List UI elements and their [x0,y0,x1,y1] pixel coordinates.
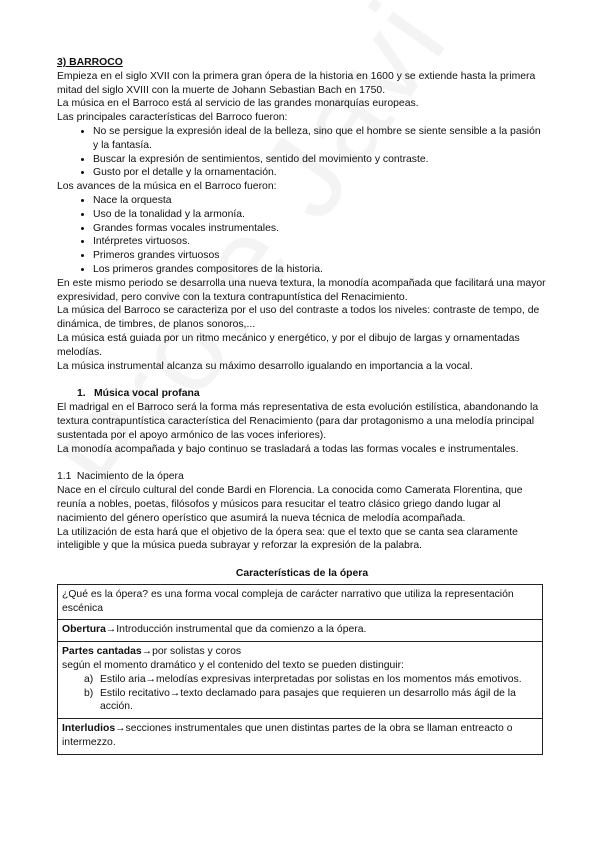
list-item-text: Estilo recitativo→texto declamado para pasajes que requieren un desarrollo más ágil de la acción. [100,687,516,713]
list-item: • Intérpretes virtuosos. [93,235,547,249]
document-page [57,56,547,755]
list-item-text: Estilo aria→melodías expresivas interpretadas por solistas en los momentos más emotivos. [100,673,522,685]
table-row [58,719,543,755]
body-paragraph: En este mismo periodo se desarrolla una nueva textura, la monodía acompañada que facilitará una mayor expresividad, pero convive con la textura contrapuntística del Renacimiento. [57,277,546,303]
section-heading: 3) BARROCO [57,57,123,68]
table-cell [58,642,543,719]
subsection-title [57,470,547,484]
list-item [84,673,538,687]
term-label: Partes cantadas [62,646,142,658]
cell-line: según el momento dramático y el contenido del texto se pueden distinguir: [62,660,404,672]
list-item: • Nace la orquesta [93,194,547,208]
term-definition: →secciones instrumentales que unen distintas partes de la obra se llaman entreacto o intermezzo. [62,723,513,749]
term-definition: →Introducción instrumental que da comienzo a la ópera. [105,624,367,636]
body-paragraph: La música está guiada por un ritmo mecánico y energético, y por el dibujo de largas y ornamentadas melodías. [57,332,520,358]
list-item [84,687,538,715]
section-number: 1. [77,388,86,400]
list-item: • Gusto por el detalle y la ornamentación. [93,166,547,180]
table-cell [58,719,543,755]
section-paragraph: La monodía acompañada y bajo continuo se trasladará a todas las formas vocales e instrumentales. [57,443,519,455]
body-paragraph: La música instrumental alcanza su máximo desarrollo igualando en importancia a la vocal. [57,360,473,372]
subsection-number: 1.1 [57,471,72,483]
section-title-text: Música vocal profana [94,388,200,400]
term-definition: →por solistas y coros [141,646,242,658]
list-item: • Los primeros grandes compositores de la historia. [93,263,547,277]
list-item: • Primeros grandes virtuosos [93,249,547,263]
intro-paragraph: Empieza en el siglo XVII con la primera gran ópera de la historia en 1600 y se extiende hasta la primera mitad del siglo XVIII con la muerte de Johann Sebastian Bach en 1750. [57,70,536,96]
subsection-paragraph: Nace en el círculo cultural del conde Bardi en Florencia. La conocida como Camerata Florentina, que reunía a nobles, poetas, filósofos y músicos para resucitar el teatro clásico griego dando lugar al nacimiento del género operístico que asumirá la nueva técnica de melodía acompañada. [57,485,523,524]
subsection-title-text: Nacimiento de la ópera [76,471,184,483]
advances-list [57,194,547,277]
list-item: • Uso de la tonalidad y la armonía. [93,208,547,222]
intro-paragraph: La música en el Barroco está al servicio de las grandes monarquías europeas. [57,98,419,110]
table-cell: ¿Qué es la ópera? es una forma vocal compleja de carácter narrativo que utiliza la representación escénica [58,584,543,620]
section-paragraph: El madrigal en el Barroco será la forma más representativa de esta evolución estilística, abandonando la textura contrapuntística característica del Renacimiento (para dar protagonismo a una melodía principal sustentada por el apoyo armónico de las voces inferiores). [57,402,539,441]
advances-intro: Los avances de la música en el Barroco fueron: [57,181,277,193]
table-caption: Características de la ópera [235,568,369,580]
intro-paragraph: Las principales características del Barroco fueron: [57,112,288,124]
term-label: Obertura [62,624,106,636]
list-marker: b) [84,687,94,699]
table-row [58,620,543,642]
list-marker: a) [84,673,94,685]
list-item: • Buscar la expresión de sentimientos, sentido del movimiento y contraste. [93,153,547,167]
opera-characteristics-table [57,584,543,755]
subsection-paragraph: La utilización de esta hará que el objetivo de la ópera sea: que el texto que se canta sea claramente inteligible y que la música pueda subrayar y reforzar la expresión de la palabra. [57,526,518,552]
section-title [57,387,547,401]
style-list [62,673,538,714]
table-row [58,584,543,620]
table-cell [58,620,543,642]
characteristics-list [57,125,547,180]
term-label: Interludios [62,723,116,735]
table-row [58,642,543,719]
list-item: • No se persigue la expresión ideal de la belleza, sino que el hombre se siente sensible a la pasión y la fantasía. [93,125,547,153]
list-item: • Grandes formas vocales instrumentales. [93,222,547,236]
body-paragraph: La música del Barroco se caracteriza por el uso del contraste a todos los niveles: contraste de tempo, de dinámica, de timbres, de planos sonoros,... [57,305,540,331]
